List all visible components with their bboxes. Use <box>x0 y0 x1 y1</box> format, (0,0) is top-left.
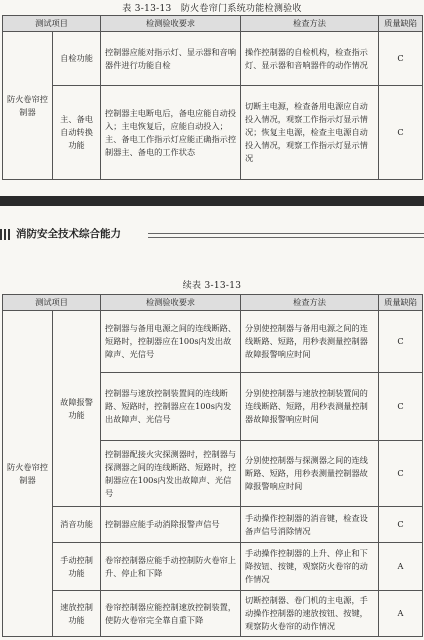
table2-row-grade: A <box>379 543 423 591</box>
table1-group: 防火卷帘控制器 <box>3 32 53 180</box>
table2-header-req: 检测验收要求 <box>101 295 241 311</box>
page-separator <box>0 196 424 206</box>
table2 <box>2 294 423 637</box>
table2-row-grade: C <box>379 373 423 441</box>
table1-row-grade: C <box>379 32 423 86</box>
table2-row-method: 手动操作控制器的消音键，检查设备声信号消除情况 <box>241 507 379 543</box>
table2-header-item: 测试项目 <box>3 295 101 311</box>
table2-row-req: 控制器与速放控制装置间的连线断路、短路时，控制器应在100s内发出故障声、光信号 <box>101 373 241 441</box>
table2-caption: 续表 3-13-13 <box>182 281 242 291</box>
section-bars-icon <box>0 229 12 240</box>
table2-fault-item: 故障报警功能 <box>53 311 101 507</box>
table2-row-method: 分别使控制器与速放控制装置间的连线断路、短路，用秒表测量控制器故障报警响应时间 <box>241 373 379 441</box>
table1-caption: 表 3-13-13 防火卷帘门系统功能检测验收 <box>122 4 302 14</box>
table2-row-req: 控制器与备用电源之间的连线断路、短路时，控制器应在100s内发出故障声、光信号 <box>101 311 241 373</box>
table1-header-method: 检查方法 <box>241 16 379 32</box>
table2-row-grade: C <box>379 507 423 543</box>
table2-row-method: 切断控制器、卷门机的主电源，手动操作控制器的速放按钮、按键，观察防火卷帘的动作情况 <box>241 591 379 637</box>
table2-row-grade: A <box>379 591 423 637</box>
table1-row-req: 控制器应能对指示灯、显示器和音响器件进行功能自检 <box>101 32 241 86</box>
table2-group: 防火卷帘控制器 <box>3 311 53 637</box>
table1-row-req: 控制器主电断电后，备电应能自动投入；主电恢复后，应能自动投入；主、备电工作指示灯应能正确指示控制器主、备电的工作状态 <box>101 86 241 180</box>
table1-header-item: 测试项目 <box>3 16 101 32</box>
table1-row-item: 自检功能 <box>53 32 101 86</box>
section-title: 消防安全技术综合能力 <box>16 228 121 240</box>
table2-row-req: 卷帘控制器应能手动控制防火卷帘上升、停止和下降 <box>101 543 241 591</box>
table2-row-req: 控制器配接火灾探测器时，控制器与探测器之间的连线断路、短路时，控制器应在100s内发出故障声、光信号 <box>101 441 241 507</box>
table1-header-grade: 质量缺陷 <box>379 16 423 32</box>
table2-row-req: 卷帘控制器应能控制速放控制装置，使防火卷帘完全靠自重下降 <box>101 591 241 637</box>
table2-row-item: 速放控制功能 <box>53 591 101 637</box>
table2-row-req: 控制器应能手动消除报警声信号 <box>101 507 241 543</box>
table2-row-item: 手动控制功能 <box>53 543 101 591</box>
table2-row-method: 手动操作控制器的上升、停止和下降按钮、按键，观察防火卷帘的动作情况 <box>241 543 379 591</box>
table2-row-method: 分别使控制器与备用电源之间的连线断路、短路，用秒表测量控制器故障报警响应时间 <box>241 311 379 373</box>
table2-row-grade: C <box>379 311 423 373</box>
table1 <box>2 15 423 180</box>
table1-row-grade: C <box>379 86 423 180</box>
table2-row-item: 消音功能 <box>53 507 101 543</box>
section-rule <box>148 233 424 238</box>
table1-row-method: 操作控制器的自检机构，检查指示灯、显示器和音响器件的动作情况 <box>241 32 379 86</box>
table1-header-req: 检测验收要求 <box>101 16 241 32</box>
table1-row-method: 切断主电源，检查备用电源应自动投入情况，观察工作指示灯显示情况；恢复主电源，检查主电源自动投入情况，观察工作指示灯显示情况 <box>241 86 379 180</box>
table2-row-method: 分别使控制器与探测器之间的连线断路、短路，用秒表测量控制器故障报警响应时间 <box>241 441 379 507</box>
table2-header-grade: 质量缺陷 <box>379 295 423 311</box>
table1-row-item: 主、备电自动转换功能 <box>53 86 101 180</box>
table2-header-method: 检查方法 <box>241 295 379 311</box>
section-header <box>0 226 424 242</box>
table2-row-grade: C <box>379 441 423 507</box>
